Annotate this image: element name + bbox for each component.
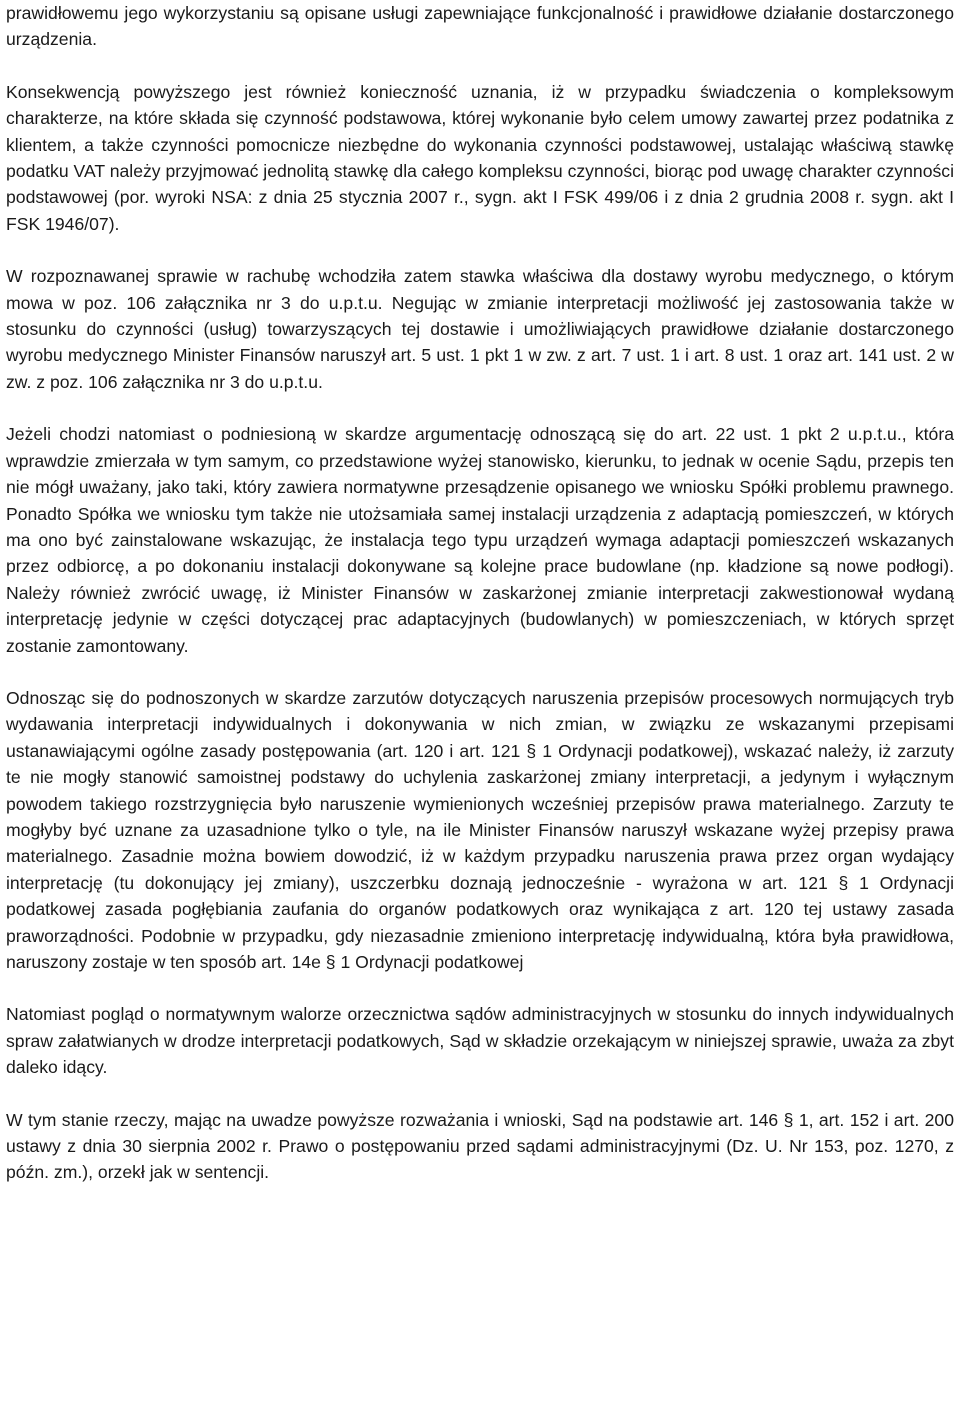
paragraph-article-22: Jeżeli chodzi natomiast o podniesioną w skardze argumentację odnoszącą się do art. 22 ust. 1 pkt 2 u.p.t.u., która wprawdzie zmierzała w tym samym, co przedstawione wyżej stanowisko, kierunku, to jednak w ocenie Sądu, przepis ten nie mógł uważany, jako taki, który zawiera normatywne przesądzenie opisanego we wniosku Spółki problemu prawnego. Ponadto Spółka we wniosku tym także nie utożsamiała samej instalacji urządzenia z adaptacją pomieszczeń, w których ma ono być zainstalowane wskazując, że instalacja tego typu urządzeń wymaga adaptacji pomieszczeń wskazanych przez odbiorcę, a po dokonaniu instalacji dokonywane są kolejne prace budowlane (np. kładzione są nowe podłogi). Należy również zwrócić uwagę, iż Minister Finansów w zaskarżonej zmianie interpretacji zakwestionował wydaną interpretację jedynie w części dotyczącej prac adaptacyjnych (budowlanych) w pomieszczeniach, w których sprzęt zostanie zamontowany. — [6, 424, 954, 656]
paragraph-case-law-view: Natomiast pogląd o normatywnym walorze orzecznictwa sądów administracyjnych w stosunku do innych indywidualnych spraw załatwianych w drodze interpretacji podatkowych, Sąd w składzie orzekającym w niniejszej sprawie, uważa za zbyt daleko idący. — [6, 1004, 954, 1078]
paragraph-continuation: prawidłowemu jego wykorzystaniu są opisane usługi zapewniające funkcjonalność i prawidłowe działanie dostarczonego urządzenia. — [6, 3, 954, 50]
paragraph-gap — [6, 1081, 954, 1107]
paragraph-ruling: W tym stanie rzeczy, mając na uwadze powyższe rozważania i wnioski, Sąd na podstawie art. 146 § 1, art. 152 i art. 200 ustawy z dnia 30 sierpnia 2002 r. Prawo o postępowaniu przed sądami administracyjnymi (Dz. U. Nr 153, poz. 1270, z późn. zm.), orzekł jak w sentencji. — [6, 1109, 954, 1183]
paragraph-gap — [6, 659, 954, 685]
paragraph-composite-supply: Konsekwencją powyższego jest również konieczność uznania, iż w przypadku świadczenia o kompleksowym charakterze, na które składa się czynność podstawowa, której wykonanie było celem umowy zawartej przez podatnika z klientem, a także czynności pomocnicze niezbędne do wykonania czynności podstawowej, ustalając właściwą stawkę podatku VAT należy przyjmować jednolitą stawkę dla całego kompleksu czynności, biorąc pod uwagę charakter czynności podstawowej (por. wyroki NSA: z dnia 25 stycznia 2007 r., sygn. akt I FSK 499/06 i z dnia 2 grudnia 2008 r. sygn. akt I FSK 1946/07). — [6, 81, 954, 234]
paragraph-gap — [6, 395, 954, 421]
paragraph-procedural-charges: Odnosząc się do podnoszonych w skardze zarzutów dotyczących naruszenia przepisów procesowych normujących tryb wydawania interpretacji indywidualnych i dokonywania w nich zmian, w związku ze wskazanymi przepisami ustanawiającymi ogólne zasady postępowania (art. 120 i art. 121 § 1 Ordynacji podatkowej), wskazać należy, iż zarzuty te nie mogły stanowić samoistnej podstawy do uchylenia zaskarżonej zmiany interpretacji, a jedynym i wyłącznym powodem takiego rozstrzygnięcia było naruszenie wymienionych wcześniej przepisów prawa materialnego. Zarzuty te mogłyby być uznane za uzasadnione tylko o tyle, na ile Minister Finansów naruszył wskazane wyżej przepisy prawa materialnego. Zasadnie można bowiem dowodzić, iż w każdym przypadku naruszenia prawa przez organ wydający interpretację (tu dokonujący jej zmiany), uszczerbku doznają jednocześnie - wyrażona w art. 121 § 1 Ordynacji podatkowej zasada pogłębiania zaufania do organów podatkowych oraz wynikająca z art. 120 tej ustawy zasada praworządności. Podobnie w przypadku, gdy niezasadnie zmieniono interpretację indywidualną, która była prawidłowa, naruszony zostaje w ten sposób art. 14e § 1 Ordynacji podatkowej — [6, 687, 954, 972]
paragraph-medical-product-rate: W rozpoznawanej sprawie w rachubę wchodziła zatem stawka właściwa dla dostawy wyrobu medycznego, o którym mowa w poz. 106 załącznika nr 3 do u.p.t.u. Negując w zmianie interpretacji możliwość jej zastosowania także w stosunku do czynności (usług) towarzyszących tej dostawie i umożliwiających prawidłowe działanie dostarczonego wyrobu medycznego Minister Finansów naruszył art. 5 ust. 1 pkt 1 w zw. z art. 7 ust. 1 i art. 8 ust. 1 oraz art. 141 ust. 2 w zw. z poz. 106 załącznika nr 3 do u.p.t.u. — [6, 266, 954, 392]
paragraph-gap — [6, 53, 954, 79]
document-page — [6, 0, 954, 1186]
paragraph-gap — [6, 237, 954, 263]
paragraph-gap — [6, 975, 954, 1001]
